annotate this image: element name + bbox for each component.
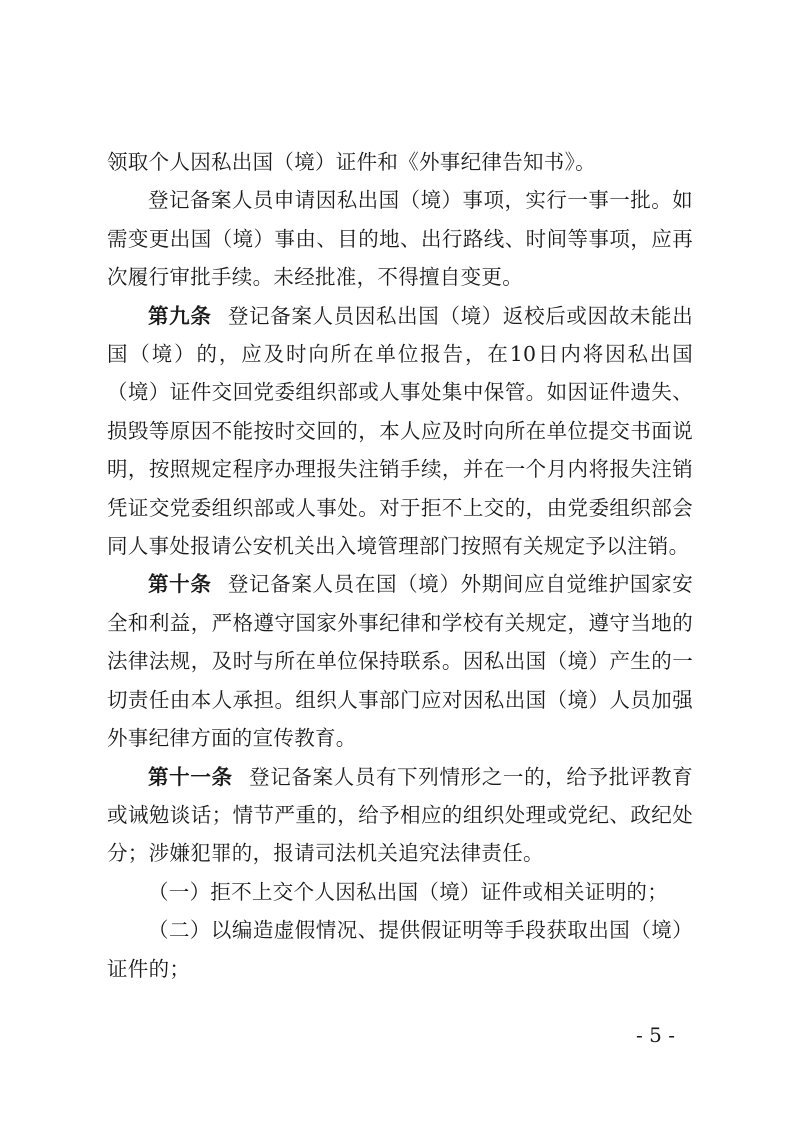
page-number: - 5 -	[636, 1023, 675, 1047]
article-9-text: 登记备案人员因私出国（境）返校后或因故未能出国（境）的，应及时向所在单位报告，在10日内将因私出国（境）证件交回党委组织部或人事处集中保管。如因证件遗失、损毁等原因不能按时交回的，本人应及时向所在单位提交书面说明，按照规定程序办理报失注销手续，并在一个月内将报失注销凭证交党委组织部或人事处。对于拒不上交的，由党委组织部会同人事处报请公安机关出入境管理部门按照有关规定予以注销。	[107, 303, 693, 559]
article-11-item-2	[107, 911, 693, 988]
article-11-item-2-text: （二）以编造虚假情况、提供假证明等手段获取出国（境）证件的；	[107, 918, 693, 981]
article-10-label: 第十条	[148, 572, 212, 597]
document-body	[107, 143, 693, 988]
article-11-label: 第十一条	[148, 764, 233, 789]
article-10	[107, 565, 693, 757]
paragraph-2	[107, 181, 693, 296]
paragraph-1-text: 领取个人因私出国（境）证件和《外事纪律告知书》。	[107, 150, 596, 174]
article-11-text: 登记备案人员有下列情形之一的，给予批评教育或诫勉谈话；情节严重的，给予相应的组织处理或党纪、政纪处分；涉嫌犯罪的，报请司法机关追究法律责任。	[107, 764, 693, 866]
article-11	[107, 758, 693, 873]
article-11-item-1	[107, 873, 693, 911]
article-10-text: 登记备案人员在国（境）外期间应自觉维护国家安全和利益，严格遵守国家外事纪律和学校有关规定，遵守当地的法律法规，及时与所在单位保持联系。因私出国（境）产生的一切责任由本人承担。组织人事部门应对因私出国（境）人员加强外事纪律方面的宣传教育。	[107, 572, 693, 751]
article-9-label: 第九条	[148, 303, 212, 328]
paragraph-1	[107, 143, 693, 181]
paragraph-2-text: 登记备案人员申请因私出国（境）事项，实行一事一批。如需变更出国（境）事由、目的地、出行路线、时间等事项，应再次履行审批手续。未经批准，不得擅自变更。	[107, 188, 693, 290]
article-11-item-1-text: （一）拒不上交个人因私出国（境）证件或相关证明的；	[148, 879, 668, 904]
article-9	[107, 297, 693, 566]
